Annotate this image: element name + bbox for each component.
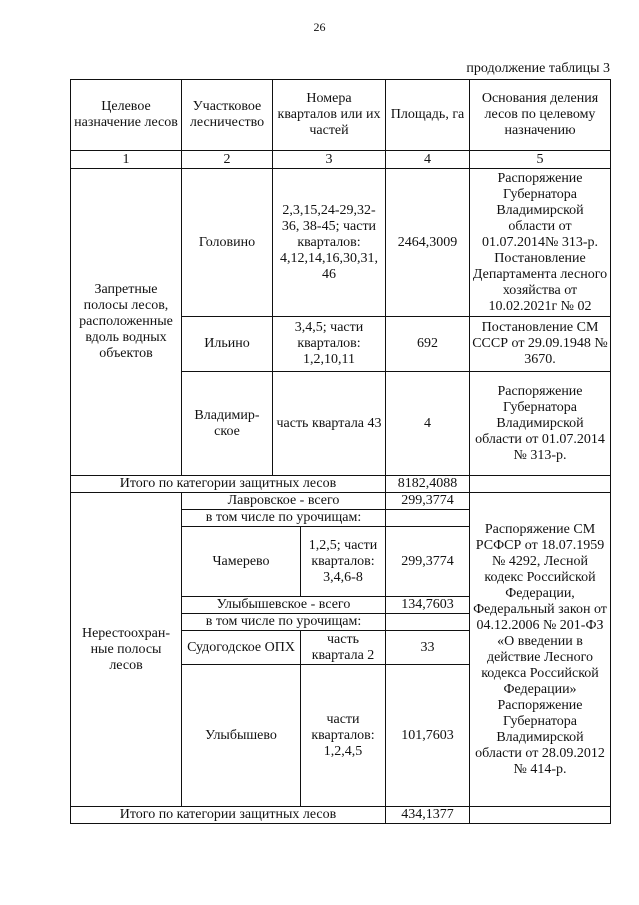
total-row bbox=[71, 476, 611, 493]
header-purpose: Целевое назначение лесов bbox=[71, 80, 182, 151]
quarters-cell: 1,2,5; части кварталов: 3,4,6-8 bbox=[301, 527, 386, 597]
total-area: 8182,4088 bbox=[386, 476, 470, 493]
header-basis: Основания деления лесов по целевому назначению bbox=[470, 80, 611, 151]
tract-cell: Чамерево bbox=[182, 527, 301, 597]
area-empty bbox=[386, 614, 470, 631]
quarters-cell: 2,3,15,24-29,32-36, 38-45; части кварталов: 4,12,14,16,30,31, 46 bbox=[273, 169, 386, 317]
forestry-total-label: Улыбышевское - всего bbox=[182, 597, 386, 614]
page-number: 26 bbox=[313, 20, 326, 34]
total-area: 434,1377 bbox=[386, 807, 470, 824]
tract-cell: Судогодское ОПХ bbox=[182, 631, 301, 665]
area-cell: 134,7603 bbox=[386, 597, 470, 614]
tract-cell: Улыбышево bbox=[182, 665, 301, 807]
forestry-cell: Ильино bbox=[182, 317, 273, 372]
forestry-total-label: Лавровское - всего bbox=[182, 493, 386, 510]
header-area: Площадь, га bbox=[386, 80, 470, 151]
forest-purpose-table bbox=[70, 79, 611, 824]
total-label: Итого по категории защитных лесов bbox=[71, 807, 386, 824]
column-number-row bbox=[71, 151, 611, 169]
basis-cell: Постановление СМ СССР от 29.09.1948 № 3670. bbox=[470, 317, 611, 372]
category-cell: Запретные полосы лесов, расположенные вдоль водных объектов bbox=[71, 169, 182, 476]
column-number: 1 bbox=[71, 151, 182, 169]
area-cell: 299,3774 bbox=[386, 527, 470, 597]
subsection-label: в том числе по урочищам: bbox=[182, 614, 386, 631]
basis-cell: Распоряжение СМ РСФСР от 18.07.1959 № 4292, Лесной кодекс Российской Федерации, Федеральный закон от 04.12.2006 № 201-ФЗ «О введении в действие Лесного кодекса Российской Федерации» Распоряжение Губернатора Владимирской области от 28.09.2012 № 414-р. bbox=[470, 493, 611, 807]
area-empty bbox=[386, 510, 470, 527]
area-cell: 2464,3009 bbox=[386, 169, 470, 317]
total-basis-empty bbox=[470, 807, 611, 824]
table-row bbox=[71, 493, 611, 510]
header-quarters: Номера кварталов или их частей bbox=[273, 80, 386, 151]
total-basis-empty bbox=[470, 476, 611, 493]
table-continuation-label: продолжение таблицы 3 bbox=[466, 61, 610, 76]
area-cell: 299,3774 bbox=[386, 493, 470, 510]
quarters-cell: часть квартала 2 bbox=[301, 631, 386, 665]
area-cell: 33 bbox=[386, 631, 470, 665]
column-number: 5 bbox=[470, 151, 611, 169]
area-cell: 101,7603 bbox=[386, 665, 470, 807]
quarters-cell: 3,4,5; части кварталов: 1,2,10,11 bbox=[273, 317, 386, 372]
column-number: 3 bbox=[273, 151, 386, 169]
forestry-cell: Владимир-ское bbox=[182, 372, 273, 476]
column-number: 2 bbox=[182, 151, 273, 169]
total-label: Итого по категории защитных лесов bbox=[71, 476, 386, 493]
subsection-label: в том числе по урочищам: bbox=[182, 510, 386, 527]
basis-cell: Распоряжение Губернатора Владимирской области от 01.07.2014№ 313-р. Постановление Департамента лесного хозяйства от 10.02.2021г № 02 bbox=[470, 169, 611, 317]
table-header-row bbox=[71, 80, 611, 151]
area-cell: 4 bbox=[386, 372, 470, 476]
total-row bbox=[71, 807, 611, 824]
area-cell: 692 bbox=[386, 317, 470, 372]
quarters-cell: части кварталов: 1,2,4,5 bbox=[301, 665, 386, 807]
column-number: 4 bbox=[386, 151, 470, 169]
quarters-cell: часть квартала 43 bbox=[273, 372, 386, 476]
category-cell: Нерестоохран-ные полосы лесов bbox=[71, 493, 182, 807]
table-row bbox=[71, 169, 611, 317]
header-forestry: Участковое лесничество bbox=[182, 80, 273, 151]
forestry-cell: Головино bbox=[182, 169, 273, 317]
basis-cell: Распоряжение Губернатора Владимирской области от 01.07.2014 № 313-р. bbox=[470, 372, 611, 476]
